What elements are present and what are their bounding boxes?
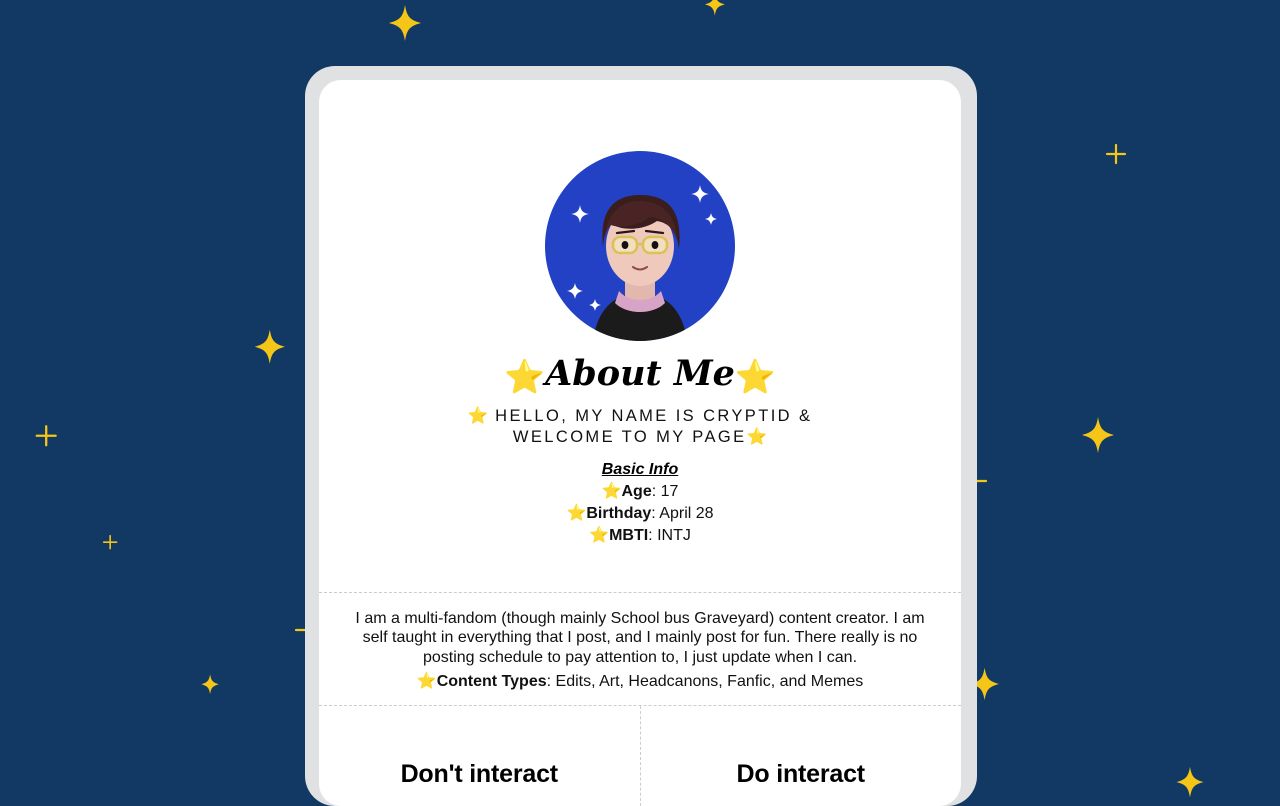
info-label-age: Age xyxy=(621,482,652,500)
info-value-mbti: INTJ xyxy=(657,526,691,544)
welcome-message xyxy=(425,406,855,447)
info-label-birthday: Birthday xyxy=(586,504,652,522)
bio-section xyxy=(319,592,961,706)
avatar xyxy=(545,151,735,341)
welcome-text: HELLO, MY NAME IS CRYPTID & WELCOME TO MY PAGE xyxy=(495,407,813,446)
star-icon: ⭐ xyxy=(589,526,610,544)
info-row-birthday: ⭐Birthday: April 28 xyxy=(566,504,714,522)
about-me-card xyxy=(319,80,961,806)
do-interact-column xyxy=(641,706,962,806)
info-label-mbti: MBTI xyxy=(609,526,649,544)
basic-info-heading: Basic Info xyxy=(601,460,679,478)
info-value-birthday: April 28 xyxy=(659,504,714,522)
star-icon: ⭐ xyxy=(601,482,622,500)
info-value-age: 17 xyxy=(660,482,679,500)
page-title-text: About Me xyxy=(545,353,735,394)
star-icon: ⭐ xyxy=(504,357,546,396)
star-icon: ⭐ xyxy=(467,407,489,426)
content-types-label: Content Types xyxy=(436,673,547,691)
star-icon: ⭐ xyxy=(566,504,587,522)
dont-interact-heading: Don't interact xyxy=(400,760,558,789)
interaction-columns xyxy=(319,706,961,806)
star-icon: ⭐ xyxy=(416,673,437,691)
do-interact-heading: Do interact xyxy=(736,760,865,789)
star-icon: ⭐ xyxy=(746,427,768,446)
bio-text: I am a multi-fandom (though mainly School bus Graveyard) content creator. I am self taught in everything that I post, and I mainly post for fun. There really is no posting schedule to pay attention to, I just update when I can. xyxy=(355,610,925,666)
avatar-circle xyxy=(545,151,735,341)
star-icon: ⭐ xyxy=(734,357,776,396)
info-row-age: ⭐Age: 17 xyxy=(601,482,679,500)
info-row-mbti: ⭐MBTI: INTJ xyxy=(589,526,691,544)
page-title xyxy=(319,355,961,395)
dont-interact-column xyxy=(319,706,641,806)
content-types-row: ⭐Content Types: Edits, Art, Headcanons, Fanfic, and Memes xyxy=(416,673,864,691)
avatar-illustration xyxy=(545,151,735,341)
content-types-value: Edits, Art, Headcanons, Fanfic, and Memes xyxy=(555,673,864,691)
